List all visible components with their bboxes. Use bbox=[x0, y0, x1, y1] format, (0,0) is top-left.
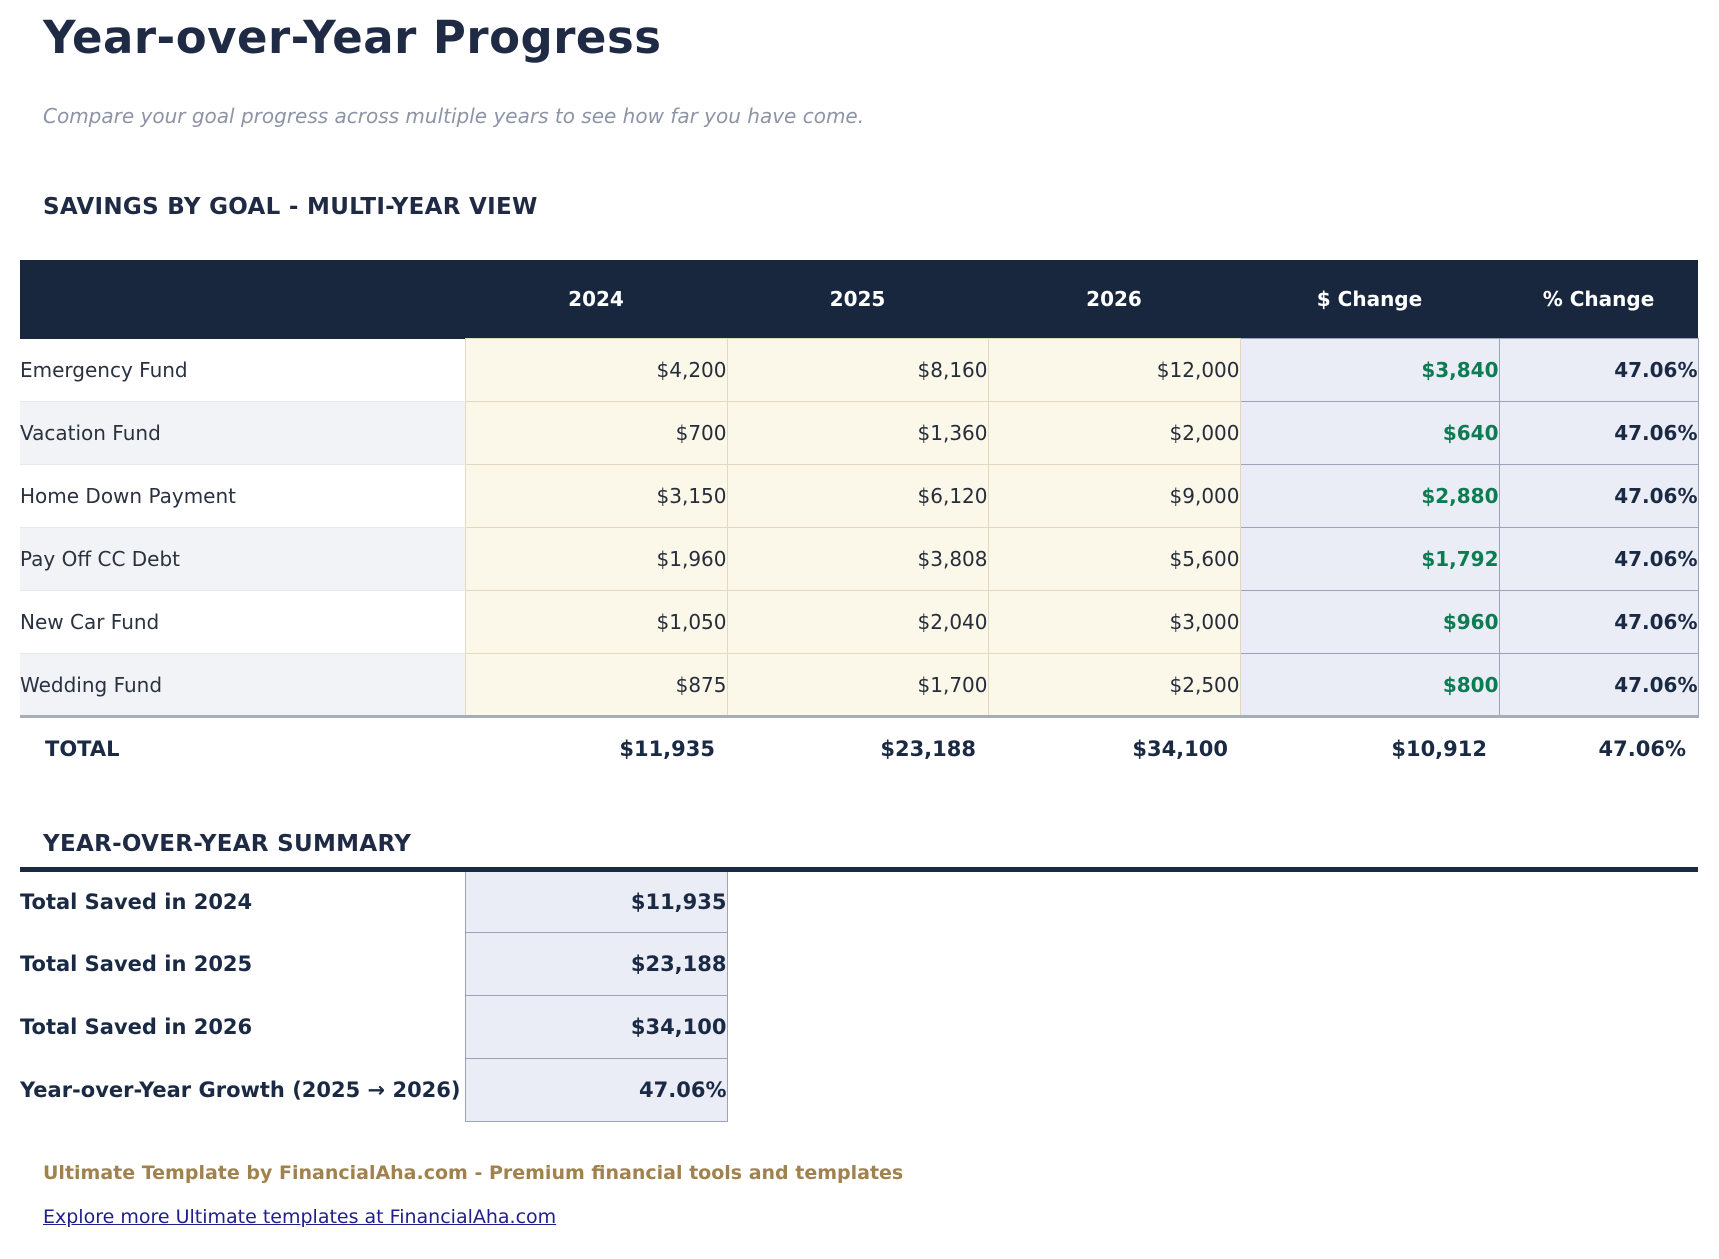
table-row bbox=[20, 339, 1698, 402]
summary-label: Total Saved in 2026 bbox=[20, 1014, 253, 1039]
summary-row bbox=[20, 1058, 1698, 1121]
goal-name: Home Down Payment bbox=[20, 465, 465, 528]
value-2024: $1,960 bbox=[465, 528, 727, 591]
summary-filler bbox=[727, 932, 1698, 995]
pct-change-value: 47.06% bbox=[1499, 591, 1698, 654]
total-pct-change: 47.06% bbox=[1499, 717, 1698, 779]
value-2024: $875 bbox=[465, 654, 727, 717]
value-2025: $2,040 bbox=[727, 591, 988, 654]
value-2025: $1,360 bbox=[727, 402, 988, 465]
value-2025: $1,700 bbox=[727, 654, 988, 717]
page-title: Year-over-Year Progress bbox=[43, 11, 662, 64]
value-2025: $6,120 bbox=[727, 465, 988, 528]
column-header-goal bbox=[20, 260, 465, 339]
value-2025: $8,160 bbox=[727, 339, 988, 402]
value-2024: $700 bbox=[465, 402, 727, 465]
column-header-2026: 2026 bbox=[988, 260, 1240, 339]
dollar-change-value: $2,880 bbox=[1240, 465, 1499, 528]
pct-change-value: 47.06% bbox=[1499, 465, 1698, 528]
dollar-change-value: $1,792 bbox=[1240, 528, 1499, 591]
total-2025: $23,188 bbox=[727, 717, 988, 779]
summary-row bbox=[20, 869, 1698, 932]
summary-value: 47.06% bbox=[465, 1058, 727, 1121]
summary-row bbox=[20, 995, 1698, 1058]
column-header-dollar-change: $ Change bbox=[1240, 260, 1499, 339]
summary-filler bbox=[727, 995, 1698, 1058]
value-2026: $5,600 bbox=[988, 528, 1240, 591]
table-row bbox=[20, 654, 1698, 717]
total-2026: $34,100 bbox=[988, 717, 1240, 779]
summary-label: Year-over-Year Growth (2025 → 2026) bbox=[20, 1077, 461, 1102]
goal-name: Wedding Fund bbox=[20, 654, 465, 717]
total-row bbox=[20, 717, 1698, 779]
total-2024: $11,935 bbox=[465, 717, 727, 779]
pct-change-value: 47.06% bbox=[1499, 339, 1698, 402]
dollar-change-value: $960 bbox=[1240, 591, 1499, 654]
value-2025: $3,808 bbox=[727, 528, 988, 591]
goal-name: Emergency Fund bbox=[20, 339, 465, 402]
goal-name: Pay Off CC Debt bbox=[20, 528, 465, 591]
summary-section-title: YEAR-OVER-YEAR SUMMARY bbox=[43, 830, 412, 857]
goal-name: Vacation Fund bbox=[20, 402, 465, 465]
pct-change-value: 47.06% bbox=[1499, 654, 1698, 717]
pct-change-value: 47.06% bbox=[1499, 402, 1698, 465]
summary-value: $34,100 bbox=[465, 995, 727, 1058]
dollar-change-value: $800 bbox=[1240, 654, 1499, 717]
summary-value: $11,935 bbox=[465, 869, 727, 932]
pct-change-value: 47.06% bbox=[1499, 528, 1698, 591]
value-2026: $3,000 bbox=[988, 591, 1240, 654]
table-row bbox=[20, 465, 1698, 528]
dollar-change-value: $640 bbox=[1240, 402, 1499, 465]
summary-label: Total Saved in 2025 bbox=[20, 951, 253, 976]
value-2026: $2,000 bbox=[988, 402, 1240, 465]
savings-by-goal-table bbox=[20, 260, 1699, 779]
savings-section-title: SAVINGS BY GOAL - MULTI-YEAR VIEW bbox=[43, 193, 538, 220]
column-header-2024: 2024 bbox=[465, 260, 727, 339]
total-label: TOTAL bbox=[20, 717, 465, 779]
column-header-pct-change: % Change bbox=[1499, 260, 1698, 339]
value-2024: $4,200 bbox=[465, 339, 727, 402]
value-2026: $2,500 bbox=[988, 654, 1240, 717]
column-header-2025: 2025 bbox=[727, 260, 988, 339]
summary-filler bbox=[727, 1058, 1698, 1121]
value-2024: $1,050 bbox=[465, 591, 727, 654]
page-subtitle: Compare your goal progress across multiple years to see how far you have come. bbox=[43, 103, 865, 128]
value-2026: $9,000 bbox=[988, 465, 1240, 528]
goal-name: New Car Fund bbox=[20, 591, 465, 654]
table-row bbox=[20, 591, 1698, 654]
summary-label: Total Saved in 2024 bbox=[20, 890, 253, 914]
total-dollar-change: $10,912 bbox=[1240, 717, 1499, 779]
table-row bbox=[20, 402, 1698, 465]
value-2024: $3,150 bbox=[465, 465, 727, 528]
year-over-year-summary-table bbox=[20, 867, 1698, 1122]
summary-row bbox=[20, 932, 1698, 995]
dollar-change-value: $3,840 bbox=[1240, 339, 1499, 402]
summary-value: $23,188 bbox=[465, 932, 727, 995]
value-2026: $12,000 bbox=[988, 339, 1240, 402]
table-row bbox=[20, 528, 1698, 591]
summary-filler bbox=[727, 869, 1698, 932]
explore-templates-link[interactable]: Explore more Ultimate templates at FinancialAha.com bbox=[43, 1205, 557, 1228]
branding-text: Ultimate Template by FinancialAha.com - Premium financial tools and templates bbox=[43, 1161, 904, 1184]
table-header-row bbox=[20, 260, 1698, 339]
